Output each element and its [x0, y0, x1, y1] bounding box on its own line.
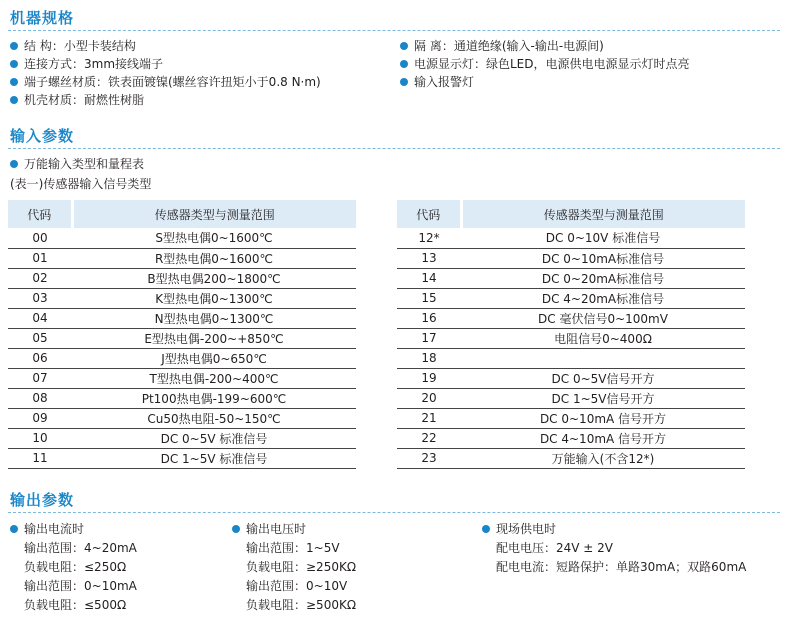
cell-sensor-range: E型热电偶-200~+850℃: [72, 328, 356, 348]
output-voltage-head: 输出电压时: [232, 521, 306, 537]
spec-item-power-led: 电源显示灯：绿色LED，电源供电电源显示灯时点亮: [400, 56, 690, 72]
output-current-line: 输出范围：4~20mA: [24, 541, 137, 555]
output-field-head: 现场供电时: [482, 521, 556, 537]
table-row: [8, 428, 356, 448]
table-row: [8, 308, 356, 328]
table-row: [8, 288, 356, 308]
cell-code: 23: [397, 448, 461, 468]
cell-code: 04: [8, 308, 72, 328]
bullet-icon: [10, 160, 18, 168]
cell-sensor-range: DC 0~10mA 信号开方: [461, 408, 745, 428]
cell-sensor-range: DC 0~10mA标准信号: [461, 248, 745, 268]
cell-code: 11: [8, 448, 72, 468]
cell-sensor-range: DC 4~20mA标准信号: [461, 288, 745, 308]
spec-item-housing: 机壳材质：耐燃性树脂: [10, 92, 144, 108]
table-row: [8, 448, 356, 468]
cell-sensor-range: DC 0~5V 标准信号: [72, 428, 356, 448]
bullet-icon: [10, 42, 18, 50]
table-row: [8, 388, 356, 408]
table-row: [397, 228, 745, 248]
section-divider: [8, 30, 780, 31]
cell-sensor-range: DC 1~5V 标准信号: [72, 448, 356, 468]
cell-code: 12*: [397, 228, 461, 248]
bullet-icon: [400, 42, 408, 50]
cell-code: 05: [8, 328, 72, 348]
table-row: [397, 288, 745, 308]
cell-sensor-range: B型热电偶200~1800℃: [72, 268, 356, 288]
cell-code: 21: [397, 408, 461, 428]
cell-sensor-range: DC 0~20mA标准信号: [461, 268, 745, 288]
cell-sensor-range: J型热电偶0~650℃: [72, 348, 356, 368]
table-row: [8, 328, 356, 348]
cell-code: 22: [397, 428, 461, 448]
cell-code: 17: [397, 328, 461, 348]
output-current-head: 输出电流时: [10, 521, 84, 537]
column-header-code: 代码: [8, 200, 72, 228]
section-title-output: 输出参数: [10, 491, 75, 509]
output-current-line: 负载电阻：≤500Ω: [24, 598, 127, 612]
spec-item-alarm-led: 输入报警灯: [400, 74, 474, 90]
bullet-icon: [482, 525, 490, 533]
column-header-range: 传感器类型与测量范围: [72, 200, 356, 228]
section-title-input: 输入参数: [10, 127, 75, 145]
column-header-range: 传感器类型与测量范围: [461, 200, 745, 228]
cell-code: 13: [397, 248, 461, 268]
table-row: [8, 228, 356, 248]
cell-code: 15: [397, 288, 461, 308]
cell-code: 16: [397, 308, 461, 328]
table-row: [397, 348, 745, 368]
spec-item-screw: 端子螺丝材质：铁表面镀镍(螺丝容许扭矩小于0.8 N·m): [10, 74, 321, 90]
table-row: [397, 428, 745, 448]
table-row: [8, 368, 356, 388]
cell-code: 18: [397, 348, 461, 368]
section-title-specs: 机器规格: [10, 9, 75, 27]
table-row: [397, 448, 745, 468]
table-row: [397, 328, 745, 348]
table-caption: (表一)传感器输入信号类型: [10, 177, 152, 191]
bullet-icon: [10, 525, 18, 533]
section-divider: [8, 148, 780, 149]
cell-sensor-range: K型热电偶0~1300℃: [72, 288, 356, 308]
output-voltage-line: 负载电阻：≥500KΩ: [246, 598, 356, 612]
output-current-line: 输出范围：0~10mA: [24, 579, 137, 593]
output-field-line: 配电电流：短路保护：单路30mA；双路60mA: [496, 560, 747, 574]
bullet-icon: [232, 525, 240, 533]
output-field-line: 配电电压：24V ± 2V: [496, 541, 614, 555]
table-row: [8, 248, 356, 268]
sensor-table-left: [8, 200, 356, 469]
spec-item-connection: 连接方式：3mm接线端子: [10, 56, 163, 72]
cell-code: 20: [397, 388, 461, 408]
table-row: [397, 368, 745, 388]
spec-item-structure: 结 构：小型卡装结构: [10, 38, 136, 54]
table-row: [397, 408, 745, 428]
cell-sensor-range: 电阻信号0~400Ω: [461, 328, 745, 348]
output-voltage-line: 输出范围：1~5V: [246, 541, 340, 555]
cell-code: 09: [8, 408, 72, 428]
table-row: [8, 348, 356, 368]
input-bullet: 万能输入类型和量程表: [10, 156, 144, 172]
bullet-icon: [400, 78, 408, 86]
table-row: [8, 268, 356, 288]
cell-code: 02: [8, 268, 72, 288]
cell-sensor-range: N型热电偶0~1300℃: [72, 308, 356, 328]
bullet-icon: [400, 60, 408, 68]
cell-sensor-range: Cu50热电阻-50~150℃: [72, 408, 356, 428]
cell-code: 03: [8, 288, 72, 308]
cell-sensor-range: S型热电偶0~1600℃: [72, 228, 356, 248]
spec-item-isolation: 隔 离：通道绝缘(输入-输出-电源间): [400, 38, 604, 54]
section-divider: [8, 512, 780, 513]
column-header-code: 代码: [397, 200, 461, 228]
cell-sensor-range: 万能输入(不含12*): [461, 448, 745, 468]
table-row: [397, 268, 745, 288]
bullet-icon: [10, 60, 18, 68]
cell-sensor-range: T型热电偶-200~400℃: [72, 368, 356, 388]
table-row: [397, 308, 745, 328]
cell-sensor-range: DC 毫伏信号0~100mV: [461, 308, 745, 328]
table-row: [8, 408, 356, 428]
cell-sensor-range: [461, 348, 745, 368]
cell-sensor-range: R型热电偶0~1600℃: [72, 248, 356, 268]
cell-sensor-range: DC 1~5V信号开方: [461, 388, 745, 408]
output-voltage-line: 负载电阻：≥250KΩ: [246, 560, 356, 574]
cell-code: 10: [8, 428, 72, 448]
table-row: [397, 248, 745, 268]
cell-sensor-range: DC 4~10mA 信号开方: [461, 428, 745, 448]
cell-code: 00: [8, 228, 72, 248]
bullet-icon: [10, 78, 18, 86]
bullet-icon: [10, 96, 18, 104]
cell-code: 06: [8, 348, 72, 368]
cell-sensor-range: DC 0~10V 标准信号: [461, 228, 745, 248]
cell-sensor-range: DC 0~5V信号开方: [461, 368, 745, 388]
sensor-table-right: [397, 200, 745, 469]
cell-sensor-range: Pt100热电偶-199~600℃: [72, 388, 356, 408]
output-current-line: 负载电阻：≤250Ω: [24, 560, 127, 574]
cell-code: 01: [8, 248, 72, 268]
cell-code: 08: [8, 388, 72, 408]
table-row: [397, 388, 745, 408]
cell-code: 19: [397, 368, 461, 388]
output-voltage-line: 输出范围：0~10V: [246, 579, 348, 593]
cell-code: 14: [397, 268, 461, 288]
cell-code: 07: [8, 368, 72, 388]
